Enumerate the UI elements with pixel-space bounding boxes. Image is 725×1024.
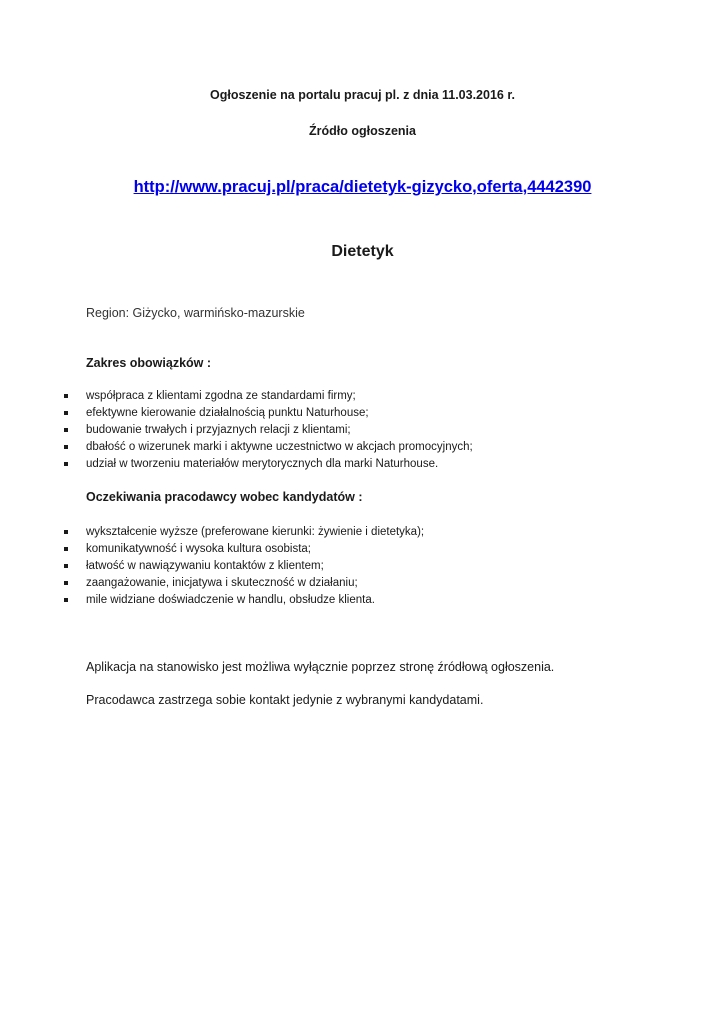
bullet-icon	[64, 547, 68, 551]
region-line: Region: Giżycko, warmińsko-mazurskie	[86, 306, 305, 320]
list-item-text: dbałość o wizerunek marki i aktywne uczestnictwo w akcjach promocyjnych;	[86, 441, 473, 453]
source-url-link[interactable]: http://www.pracuj.pl/praca/dietetyk-gizycko,oferta,4442390	[133, 178, 592, 196]
job-title: Dietetyk	[331, 243, 394, 260]
header-line: Ogłoszenie na portalu pracuj pl. z dnia 11.03.2016 r.	[210, 88, 515, 102]
bullet-icon	[64, 598, 68, 602]
application-note: Aplikacja na stanowisko jest możliwa wyłącznie poprzez stronę źródłową ogłoszenia.	[86, 660, 555, 674]
list-item-text: budowanie trwałych i przyjaznych relacji z klientami;	[86, 424, 351, 436]
expectations-list	[62, 524, 682, 609]
bullet-icon	[64, 394, 68, 398]
list-item	[62, 439, 682, 456]
list-item	[62, 456, 682, 473]
list-item	[62, 541, 682, 558]
list-item-text: współpraca z klientami zgodna ze standardami firmy;	[86, 390, 356, 402]
expectations-heading: Oczekiwania pracodawcy wobec kandydatów :	[86, 490, 363, 504]
list-item	[62, 388, 682, 405]
list-item	[62, 592, 682, 609]
list-item-text: mile widziane doświadczenie w handlu, obsłudze klienta.	[86, 594, 375, 606]
list-item	[62, 575, 682, 592]
list-item	[62, 405, 682, 422]
bullet-icon	[64, 428, 68, 432]
contact-note: Pracodawca zastrzega sobie kontakt jedynie z wybranymi kandydatami.	[86, 693, 484, 707]
bullet-icon	[64, 462, 68, 466]
bullet-icon	[64, 411, 68, 415]
list-item	[62, 524, 682, 541]
bullet-icon	[64, 581, 68, 585]
bullet-icon	[64, 445, 68, 449]
list-item-text: łatwość w nawiązywaniu kontaktów z klientem;	[86, 560, 324, 572]
bullet-icon	[64, 564, 68, 568]
list-item-text: udział w tworzeniu materiałów merytorycznych dla marki Naturhouse.	[86, 458, 439, 470]
duties-list	[62, 388, 682, 473]
source-heading: Źródło ogłoszenia	[309, 124, 416, 138]
list-item	[62, 422, 682, 439]
list-item-text: komunikatywność i wysoka kultura osobista;	[86, 543, 311, 555]
list-item-text: efektywne kierowanie działalnością punktu Naturhouse;	[86, 407, 369, 419]
list-item-text: zaangażowanie, inicjatywa i skuteczność w działaniu;	[86, 577, 358, 589]
bullet-icon	[64, 530, 68, 534]
list-item-text: wykształcenie wyższe (preferowane kierunki: żywienie i dietetyka);	[86, 526, 425, 538]
duties-heading: Zakres obowiązków :	[86, 356, 212, 370]
list-item	[62, 558, 682, 575]
